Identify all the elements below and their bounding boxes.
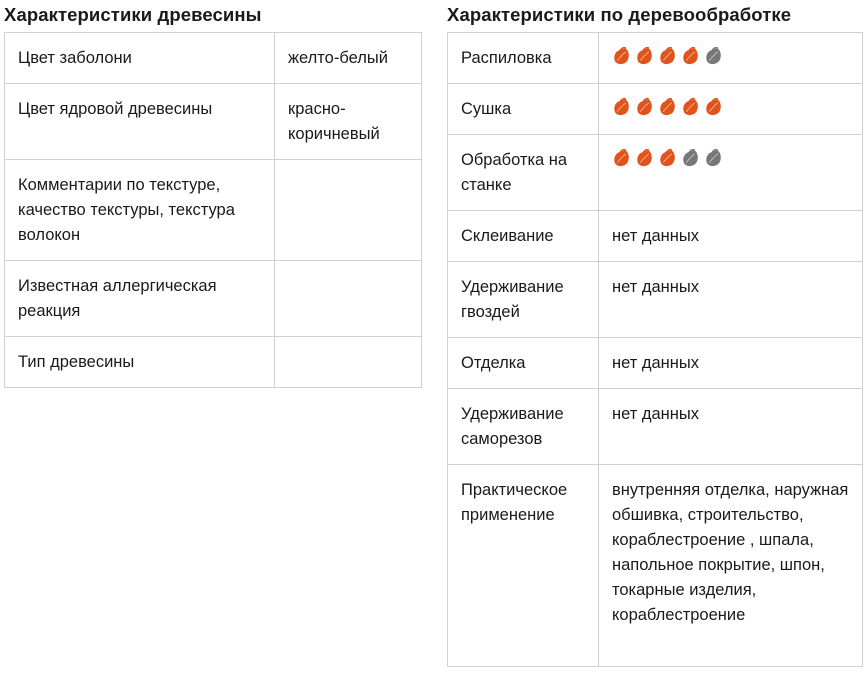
leaf-icon (658, 98, 677, 117)
row-value (275, 160, 422, 261)
woodworking-title: Характеристики по деревообработке (447, 4, 792, 25)
leaf-rating (612, 148, 850, 168)
leaf-icon (704, 149, 723, 168)
leaf-icon (704, 47, 723, 66)
row-value: нет данных (599, 211, 863, 262)
wood-characteristics-title: Характеристики древесины (4, 4, 262, 25)
row-value: нет данных (599, 262, 863, 338)
row-value: красно-коричневый (275, 84, 422, 160)
row-value: внутренняя отделка, наружная обшивка, строительство, кораблестроение , шпала, напольное покрытие, шпон, токарные изделия, кораблестроение (599, 465, 863, 667)
table-row (448, 33, 863, 84)
table-row (448, 262, 863, 338)
leaf-icon (681, 47, 700, 66)
table-row (448, 84, 863, 135)
table-row (5, 84, 422, 160)
rating-cell (599, 135, 863, 211)
row-label: Цвет заболони (5, 33, 275, 84)
row-value: нет данных (599, 389, 863, 465)
row-value: нет данных (599, 338, 863, 389)
leaf-icon (635, 98, 654, 117)
leaf-icon (681, 98, 700, 117)
rating-cell (599, 84, 863, 135)
row-label: Комментарии по текстуре, качество текстуры, текстура волокон (5, 160, 275, 261)
row-value (275, 337, 422, 388)
table-row (448, 211, 863, 262)
table-row (5, 160, 422, 261)
row-value: желто-белый (275, 33, 422, 84)
leaf-icon (704, 98, 723, 117)
row-label: Удерживание саморезов (448, 389, 599, 465)
leaf-icon (635, 47, 654, 66)
leaf-icon (658, 149, 677, 168)
row-label: Распиловка (448, 33, 599, 84)
leaf-icon (635, 149, 654, 168)
leaf-icon (681, 149, 700, 168)
woodworking-table (447, 32, 863, 667)
leaf-rating (612, 46, 850, 66)
row-label: Известная аллергическая реакция (5, 261, 275, 337)
leaf-icon (612, 149, 631, 168)
row-label: Склеивание (448, 211, 599, 262)
rating-cell (599, 33, 863, 84)
row-label: Цвет ядровой древесины (5, 84, 275, 160)
wood-characteristics-section (4, 0, 422, 388)
leaf-icon (612, 47, 631, 66)
wood-characteristics-table (4, 32, 422, 388)
table-row (448, 338, 863, 389)
leaf-rating (612, 97, 850, 117)
table-row (5, 337, 422, 388)
woodworking-section (447, 0, 863, 667)
row-label: Удерживание гвоздей (448, 262, 599, 338)
row-label: Обработка на станке (448, 135, 599, 211)
row-label: Сушка (448, 84, 599, 135)
table-row (448, 135, 863, 211)
row-label: Отделка (448, 338, 599, 389)
leaf-icon (612, 98, 631, 117)
row-value (275, 261, 422, 337)
table-row (448, 465, 863, 667)
row-label: Тип древесины (5, 337, 275, 388)
table-row (5, 261, 422, 337)
row-label: Практическое применение (448, 465, 599, 667)
leaf-icon (658, 47, 677, 66)
table-row (448, 389, 863, 465)
table-row (5, 33, 422, 84)
